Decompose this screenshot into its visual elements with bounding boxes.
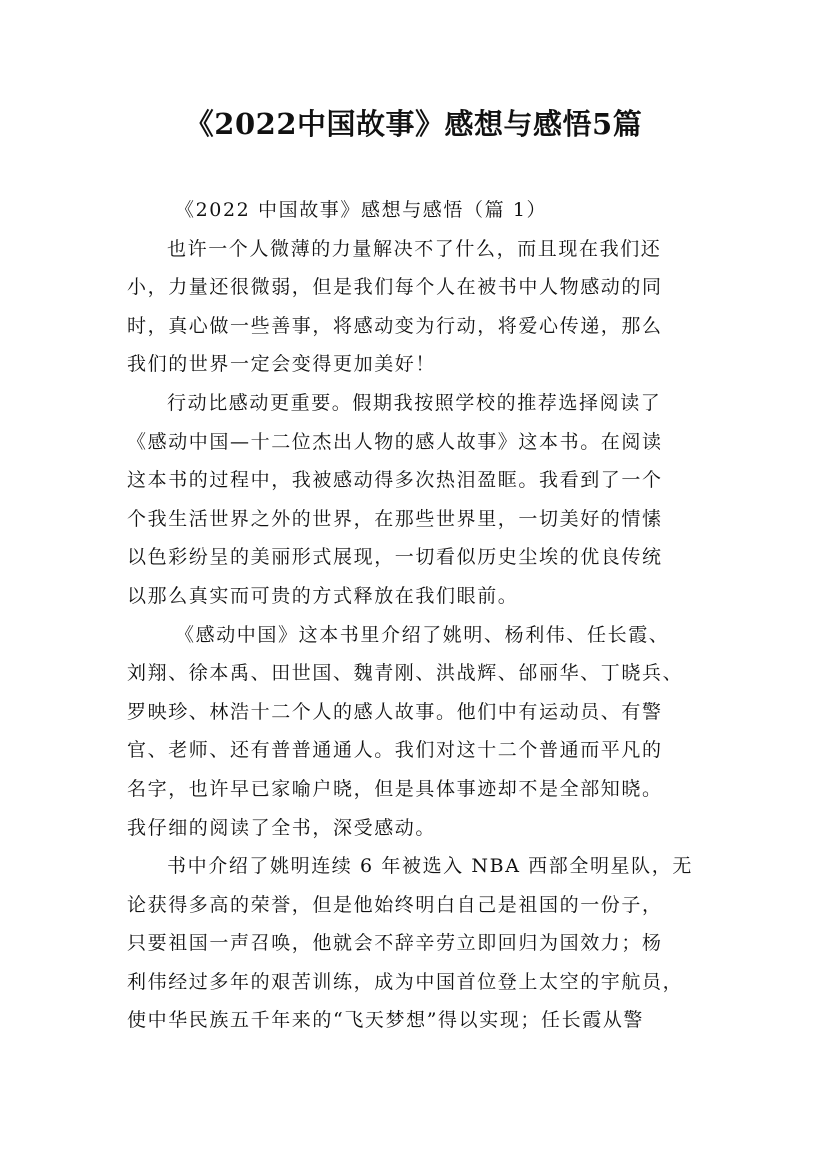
paragraph-line: 行动比感动更重要。假期我按照学校的推荐选择阅读了: [167, 391, 662, 414]
section-heading: 《2022 中国故事》感想与感悟（篇 1）: [175, 199, 548, 221]
paragraph-line: 论获得多高的荣誉，但是他始终明白自己是祖国的一份子，: [127, 893, 663, 916]
paragraph-4: [127, 847, 707, 1040]
paragraph-3: [127, 616, 707, 848]
paragraph-line: 小，力量还很微弱，但是我们每个人在被书中人物感动的同: [127, 276, 663, 299]
paragraph-line: 我仔细的阅读了全书，深受感动。: [127, 816, 437, 839]
paragraph-1: [127, 230, 707, 384]
paragraph-line: 使中华民族五千年来的“飞天梦想”得以实现；任长霞从警: [127, 1009, 645, 1032]
paragraph-line: 也许一个人微薄的力量解决不了什么，而且现在我们还: [167, 237, 662, 260]
paragraph-line: 这本书的过程中，我被感动得多次热泪盈眶。我看到了一个: [127, 469, 663, 492]
paragraph-line: 刘翔、徐本禹、田世国、魏青刚、洪战辉、邰丽华、丁晓兵、: [127, 662, 684, 685]
paragraph-line: 只要祖国一声召唤，他就会不辞辛劳立即回归为国效力；杨: [127, 932, 663, 955]
paragraph-line: 罗映珍、林浩十二个人的感人故事。他们中有运动员、有警: [127, 700, 663, 723]
document-body: [127, 191, 707, 1040]
paragraph-line: 个我生活世界之外的世界，在那些世界里，一切美好的情愫: [127, 507, 663, 530]
paragraph-line: 书中介绍了姚明连续 6 年被选入 NBA 西部全明星队，无: [167, 855, 693, 878]
paragraph-2: [127, 384, 707, 616]
paragraph-line: 《感动中国》这本书里介绍了姚明、杨利伟、任长霞、: [175, 623, 670, 646]
paragraph-line: 我们的世界一定会变得更加美好！: [127, 353, 437, 376]
paragraph-line: 名字，也许早已家喻户晓，但是具体事迹却不是全部知晓。: [127, 777, 663, 800]
paragraph-line: 利伟经过多年的艰苦训练，成为中国首位登上太空的宇航员，: [127, 970, 684, 993]
paragraph-line: 时，真心做一些善事，将感动变为行动，将爱心传递，那么: [127, 314, 663, 337]
paragraph-line: 以色彩纷呈的美丽形式展现，一切看似历史尘埃的优良传统: [127, 546, 663, 569]
document-title: 《2022中国故事》感想与感悟5篇: [184, 107, 643, 141]
paragraph-line: 以那么真实而可贵的方式释放在我们眼前。: [127, 584, 519, 607]
paragraph-line: 官、老师、还有普普通通人。我们对这十二个普通而平凡的: [127, 739, 663, 762]
paragraph-line: 《感动中国—十二位杰出人物的感人故事》这本书。在阅读: [127, 430, 663, 453]
